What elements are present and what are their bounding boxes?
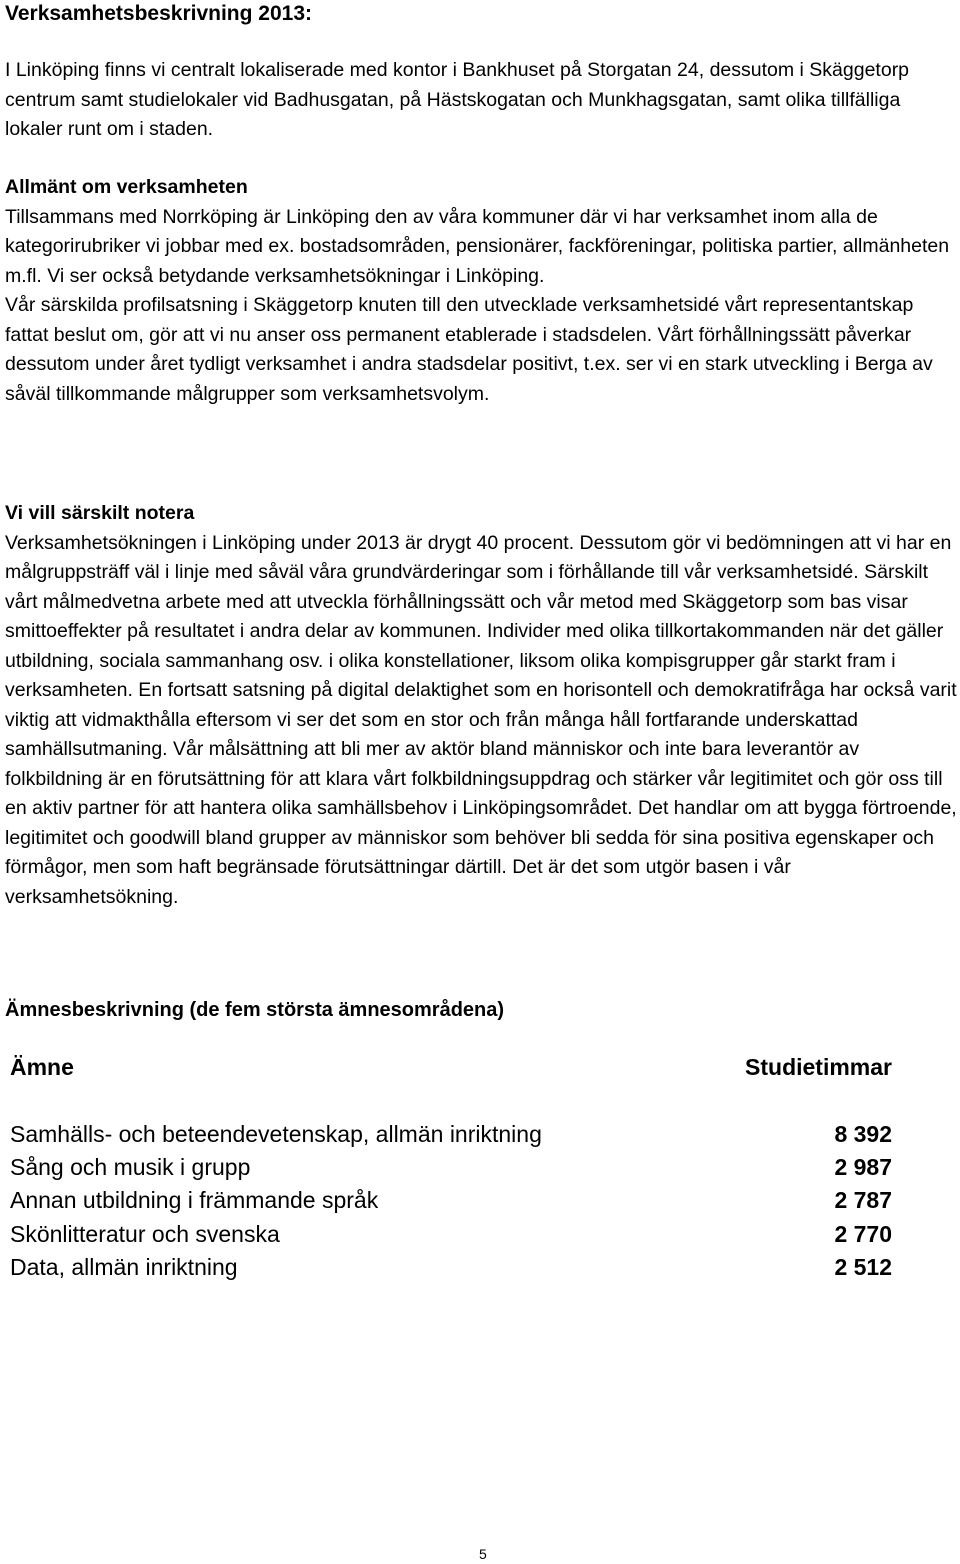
notes-section — [5, 499, 957, 912]
notes-paragraph: Verksamhetsökningen i Linköping under 2013 är drygt 40 procent. Dessutom gör vi bedömningen att vi har en målgruppsträff väl i linje med såväl våra grundvärderingar som i förhållande till vår verksamhetsidé. Särskilt vårt målmedvetna arbete med att utveckla förhållningssätt och vår metod med Skäggetorp som bas visar smittoeffekter på resultatet i andra delar av kommunen. Individer med olika tillkortakommanden när det gäller utbildning, sociala sammanhang osv. i olika konstellationer, liksom olika kompisgrupper går starkt fram i verksamheten. En fortsatt satsning på digital delaktighet som en horisontell och demokratifråga har också varit viktig att vidmakthålla eftersom vi ser det som en stor och från många håll fortfarande underskattad samhällsutmaning. Vår målsättning att bli mer av aktör bland människor och inte bara leverantör av folkbildning är en förutsättning för att klara vårt folkbildningsuppdrag och stärker vår legitimitet och gör oss till en aktiv partner för att hantera olika samhällsbehov i Linköpingsområdet. Det handlar om att bygga förtroende, legitimitet och goodwill bland grupper av människor som behöver bli sedda för sina positiva egenskaper och förmågor, men som haft begränsade förutsättningar därtill. Det är det som utgör basen i vår verksamhetsökning. — [5, 531, 957, 908]
intro-paragraph: I Linköping finns vi centralt lokaliserade med kontor i Bankhuset på Storgatan 24, dessutom i Skäggetorp centrum samt studielokaler vid Badhusgatan, på Hästskogatan och Munkhagsgatan, samt olika tillfälliga lokaler runt om i staden. — [5, 59, 910, 140]
table-row — [10, 1151, 892, 1184]
table-row — [10, 1251, 892, 1284]
general-paragraph-2: Vår särskilda profilsatsning i Skäggetorp knuten till den utvecklade verksamhetsidé vårt representantskap fattat beslut om, gör att vi nu anser oss permanent etablerade i stadsdelen. Vårt förhållningssätt påverkar dessutom under året tydligt verksamhet i andra stadsdelar positivt, t.ex. ser vi en stark utveckling i Berga av såväl tillkommande målgrupper som verksamhetsvolym. — [5, 294, 933, 405]
subjects-section-title: Ämnesbeskrivning (de fem största ämnesområdena) — [5, 999, 505, 1021]
table-row — [10, 1218, 892, 1251]
cell-hours: 2 512 — [834, 1253, 892, 1280]
cell-subject: Data, allmän inriktning — [10, 1253, 238, 1280]
document-title: Verksamhetsbeskrivning 2013: — [5, 2, 313, 25]
column-header-subject: Ämne — [10, 1053, 74, 1080]
page-number: 5 — [479, 1546, 487, 1562]
table-spacer-row — [10, 1084, 892, 1118]
cell-subject: Sång och musik i grupp — [10, 1154, 251, 1181]
cell-hours: 2 987 — [834, 1154, 892, 1181]
table-row — [10, 1118, 892, 1151]
intro-section — [5, 56, 957, 145]
table-header-row — [10, 1050, 892, 1084]
general-heading: Allmänt om verksamheten — [5, 176, 248, 198]
notes-heading: Vi vill särskilt notera — [5, 502, 195, 524]
subjects-table — [10, 1050, 892, 1284]
table-row — [10, 1184, 892, 1217]
cell-subject: Samhälls- och beteendevetenskap, allmän inriktning — [10, 1121, 542, 1148]
cell-hours: 2 787 — [834, 1187, 892, 1214]
cell-subject: Annan utbildning i främmande språk — [10, 1187, 379, 1214]
column-header-hours: Studietimmar — [745, 1053, 892, 1080]
general-section — [5, 173, 957, 409]
general-paragraph-1: Tillsammans med Norrköping är Linköping den av våra kommuner där vi har verksamhet inom alla de kategorirubriker vi jobbar med ex. bostadsområden, pensionärer, fackföreningar, politiska partier, allmänheten m.fl. Vi ser också betydande verksamhetsökningar i Linköping. — [5, 205, 950, 287]
cell-subject: Skönlitteratur och svenska — [10, 1220, 280, 1247]
cell-hours: 2 770 — [834, 1220, 892, 1247]
cell-hours: 8 392 — [834, 1121, 892, 1148]
